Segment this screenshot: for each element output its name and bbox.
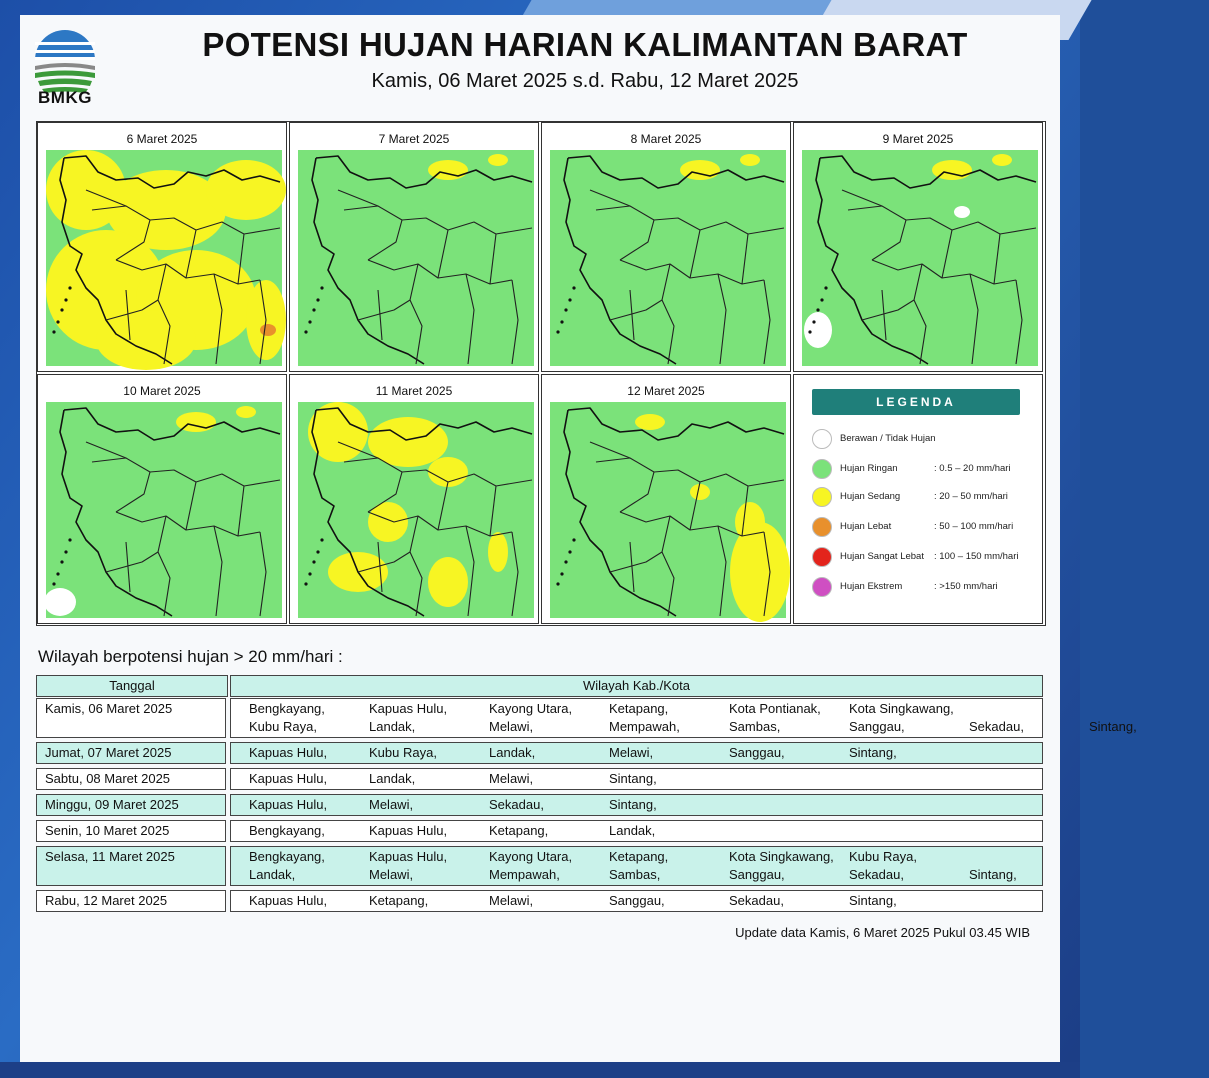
table-row-date: Minggu, 09 Maret 2025 bbox=[36, 794, 226, 816]
region-name: Sanggau, bbox=[729, 867, 785, 882]
region-name: Mempawah, bbox=[489, 867, 560, 882]
rain-area-sedang bbox=[488, 532, 508, 572]
legend-label: Hujan Ringan bbox=[840, 463, 898, 474]
island-marker bbox=[52, 582, 55, 585]
legend-label: Hujan Lebat bbox=[840, 521, 892, 532]
map-panel bbox=[541, 374, 791, 624]
region-name: Kapuas Hulu, bbox=[369, 701, 448, 716]
rain-area-ringan bbox=[298, 150, 534, 366]
island-marker bbox=[564, 560, 567, 563]
map-panel bbox=[793, 122, 1043, 372]
region-name: Sekadau, bbox=[969, 719, 1024, 734]
legend-item bbox=[812, 547, 1042, 569]
region-name: Kayong Utara, bbox=[489, 849, 573, 864]
table-row-date: Selasa, 11 Maret 2025 bbox=[36, 846, 226, 886]
map-panel bbox=[541, 122, 791, 372]
table-row-date: Jumat, 07 Maret 2025 bbox=[36, 742, 226, 764]
legend-title: LEGENDA bbox=[812, 389, 1020, 415]
region-name: Sanggau, bbox=[609, 893, 665, 908]
legend-swatch bbox=[812, 517, 832, 537]
region-name: Sambas, bbox=[609, 867, 661, 882]
island-marker bbox=[572, 286, 575, 289]
map-panel bbox=[37, 122, 287, 372]
island-marker bbox=[320, 538, 323, 541]
region-name: Kota Singkawang, bbox=[729, 849, 834, 864]
region-name: Sekadau, bbox=[849, 867, 904, 882]
region-name: Kubu Raya, bbox=[249, 719, 317, 734]
island-marker bbox=[312, 560, 315, 563]
map-panel bbox=[289, 122, 539, 372]
legend-label: Hujan Sedang bbox=[840, 491, 901, 502]
logo-text: BMKG bbox=[38, 88, 92, 107]
map-grid bbox=[36, 121, 1046, 626]
legend-panel bbox=[793, 374, 1043, 624]
rain-map bbox=[550, 150, 786, 366]
legend-swatch bbox=[812, 547, 832, 567]
table-row-regions bbox=[230, 698, 1137, 738]
region-line bbox=[249, 797, 1042, 815]
region-name: Ketapang, bbox=[609, 701, 669, 716]
region-name: Sintang, bbox=[849, 745, 897, 760]
region-name: Kapuas Hulu, bbox=[249, 771, 328, 786]
island-marker bbox=[560, 572, 563, 575]
island-marker bbox=[560, 320, 563, 323]
region-line bbox=[249, 823, 1042, 841]
table-row-date: Sabtu, 08 Maret 2025 bbox=[36, 768, 226, 790]
region-name: Sintang, bbox=[1089, 719, 1137, 734]
region-line bbox=[249, 893, 1042, 911]
rain-area-sedang bbox=[488, 154, 508, 166]
rain-area-sedang bbox=[992, 154, 1012, 166]
island-marker bbox=[60, 560, 63, 563]
table-header-region: Wilayah Kab./Kota bbox=[230, 675, 1043, 697]
region-name: Melawi, bbox=[489, 719, 534, 734]
map-panel bbox=[289, 374, 539, 624]
section-label: Wilayah berpotensi hujan > 20 mm/hari : bbox=[38, 647, 343, 666]
region-name: Kayong Utara, bbox=[489, 701, 573, 716]
legend-item bbox=[812, 459, 1042, 481]
island-marker bbox=[556, 582, 559, 585]
map-date: 7 Maret 2025 bbox=[378, 132, 450, 146]
legend-swatch bbox=[812, 487, 832, 507]
rain-area-sedang bbox=[735, 502, 765, 542]
legend-label: Hujan Sangat Lebat bbox=[840, 551, 924, 562]
table-row-date: Rabu, 12 Maret 2025 bbox=[36, 890, 226, 912]
table-row-regions bbox=[230, 768, 1043, 790]
rain-area-ringan bbox=[550, 150, 786, 366]
no-rain-area bbox=[954, 206, 970, 218]
region-line bbox=[249, 701, 1042, 719]
region-name: Landak, bbox=[369, 771, 416, 786]
region-name: Sekadau, bbox=[489, 797, 544, 812]
legend-swatch bbox=[812, 429, 832, 449]
table-row-date: Kamis, 06 Maret 2025 bbox=[36, 698, 226, 738]
page-subtitle: Kamis, 06 Maret 2025 s.d. Rabu, 12 Maret 2025 bbox=[371, 70, 799, 92]
rain-area-sedang bbox=[635, 414, 665, 430]
map-date: 10 Maret 2025 bbox=[123, 384, 201, 398]
region-name: Melawi, bbox=[369, 797, 414, 812]
region-line bbox=[249, 849, 1042, 867]
island-marker bbox=[64, 550, 67, 553]
table-row-regions bbox=[230, 794, 1043, 816]
region-line bbox=[249, 745, 1042, 763]
island-marker bbox=[312, 308, 315, 311]
update-note: Update data Kamis, 6 Maret 2025 Pukul 03.45 WIB bbox=[735, 925, 1030, 940]
region-name: Sanggau, bbox=[729, 745, 785, 760]
map-date: 8 Maret 2025 bbox=[630, 132, 702, 146]
region-name: Bengkayang, bbox=[249, 849, 325, 864]
island-marker bbox=[56, 572, 59, 575]
region-line bbox=[249, 771, 1042, 789]
island-marker bbox=[308, 572, 311, 575]
region-name: Kota Singkawang, bbox=[849, 701, 954, 716]
island-marker bbox=[820, 298, 823, 301]
island-marker bbox=[816, 308, 819, 311]
legend-swatch bbox=[812, 577, 832, 597]
table-row-date: Senin, 10 Maret 2025 bbox=[36, 820, 226, 842]
region-name: Melawi, bbox=[369, 867, 414, 882]
region-name: Ketapang, bbox=[489, 823, 549, 838]
table-row-regions bbox=[230, 846, 1043, 886]
legend-range: : 0.5 – 20 mm/hari bbox=[934, 463, 1011, 474]
region-name: Kapuas Hulu, bbox=[249, 745, 328, 760]
no-rain-area bbox=[804, 312, 832, 348]
island-marker bbox=[52, 330, 55, 333]
map-date: 6 Maret 2025 bbox=[126, 132, 198, 146]
island-marker bbox=[564, 308, 567, 311]
region-line bbox=[249, 719, 1137, 737]
region-name: Kapuas Hulu, bbox=[249, 893, 328, 908]
rain-map bbox=[46, 402, 282, 618]
rain-area-sedang bbox=[740, 154, 760, 166]
region-name: Landak, bbox=[609, 823, 656, 838]
island-marker bbox=[808, 330, 811, 333]
region-name: Sekadau, bbox=[729, 893, 784, 908]
rain-area-sedang bbox=[236, 406, 256, 418]
map-date: 11 Maret 2025 bbox=[375, 384, 453, 398]
legend-label: Berawan / Tidak Hujan bbox=[840, 433, 936, 444]
legend-range: : 100 – 150 mm/hari bbox=[934, 551, 1019, 562]
region-name: Sintang, bbox=[609, 797, 657, 812]
no-rain-area bbox=[44, 588, 76, 616]
region-name: Sintang, bbox=[969, 867, 1017, 882]
region-name: Melawi, bbox=[609, 745, 654, 760]
island-marker bbox=[56, 320, 59, 323]
legend-item bbox=[812, 577, 1042, 599]
island-marker bbox=[316, 298, 319, 301]
rain-map bbox=[46, 150, 282, 366]
map-date: 9 Maret 2025 bbox=[882, 132, 954, 146]
island-marker bbox=[568, 550, 571, 553]
rain-area-sedang bbox=[308, 402, 368, 462]
island-marker bbox=[308, 320, 311, 323]
region-name: Ketapang, bbox=[369, 893, 429, 908]
rain-map bbox=[550, 402, 786, 618]
legend-item bbox=[812, 517, 1042, 539]
island-marker bbox=[824, 286, 827, 289]
legend-range: : 50 – 100 mm/hari bbox=[934, 521, 1014, 532]
table-row-regions bbox=[230, 820, 1043, 842]
rain-map bbox=[298, 150, 534, 366]
region-name: Kapuas Hulu, bbox=[369, 849, 448, 864]
legend-range: : >150 mm/hari bbox=[934, 581, 998, 592]
region-name: Landak, bbox=[249, 867, 296, 882]
table-row-regions bbox=[230, 890, 1043, 912]
rain-area-lebat bbox=[260, 324, 276, 336]
region-name: Bengkayang, bbox=[249, 701, 325, 716]
region-name: Kapuas Hulu, bbox=[249, 797, 328, 812]
region-name: Melawi, bbox=[489, 771, 534, 786]
island-marker bbox=[304, 330, 307, 333]
island-marker bbox=[64, 298, 67, 301]
island-marker bbox=[316, 550, 319, 553]
rain-area-sedang bbox=[206, 160, 286, 220]
region-name: Mempawah, bbox=[609, 719, 680, 734]
island-marker bbox=[556, 330, 559, 333]
island-marker bbox=[304, 582, 307, 585]
region-name: Kapuas Hulu, bbox=[369, 823, 448, 838]
island-marker bbox=[68, 538, 71, 541]
region-name: Landak, bbox=[369, 719, 416, 734]
page-title: POTENSI HUJAN HARIAN KALIMANTAN BARAT bbox=[202, 26, 968, 63]
rain-area-ringan bbox=[46, 402, 282, 618]
island-marker bbox=[568, 298, 571, 301]
map-panel bbox=[37, 374, 287, 624]
rain-map bbox=[802, 150, 1038, 366]
island-marker bbox=[60, 308, 63, 311]
rain-area-sedang bbox=[690, 484, 710, 500]
region-name: Kota Pontianak, bbox=[729, 701, 821, 716]
region-name: Ketapang, bbox=[609, 849, 669, 864]
region-name: Sintang, bbox=[849, 893, 897, 908]
region-name: Sambas, bbox=[729, 719, 781, 734]
bottom-bar bbox=[0, 1062, 1080, 1078]
rain-area-sedang bbox=[730, 522, 790, 622]
rain-map bbox=[298, 402, 534, 618]
island-marker bbox=[320, 286, 323, 289]
rain-area-sedang bbox=[428, 557, 468, 607]
island-marker bbox=[68, 286, 71, 289]
map-date: 12 Maret 2025 bbox=[627, 384, 705, 398]
legend-item bbox=[812, 429, 1042, 451]
region-name: Kubu Raya, bbox=[369, 745, 437, 760]
region-name: Landak, bbox=[489, 745, 536, 760]
region-name: Melawi, bbox=[489, 893, 534, 908]
region-line bbox=[249, 867, 1042, 885]
table-row-regions bbox=[230, 742, 1043, 764]
legend-item bbox=[812, 487, 1042, 509]
legend-swatch bbox=[812, 459, 832, 479]
table-header-date: Tanggal bbox=[36, 675, 228, 697]
legend-range: : 20 – 50 mm/hari bbox=[934, 491, 1008, 502]
legend-label: Hujan Ekstrem bbox=[840, 581, 903, 592]
rain-area-ringan bbox=[802, 150, 1038, 366]
region-name: Kubu Raya, bbox=[849, 849, 917, 864]
region-name: Bengkayang, bbox=[249, 823, 325, 838]
island-marker bbox=[812, 320, 815, 323]
region-name: Sanggau, bbox=[849, 719, 905, 734]
region-name: Sintang, bbox=[609, 771, 657, 786]
island-marker bbox=[572, 538, 575, 541]
